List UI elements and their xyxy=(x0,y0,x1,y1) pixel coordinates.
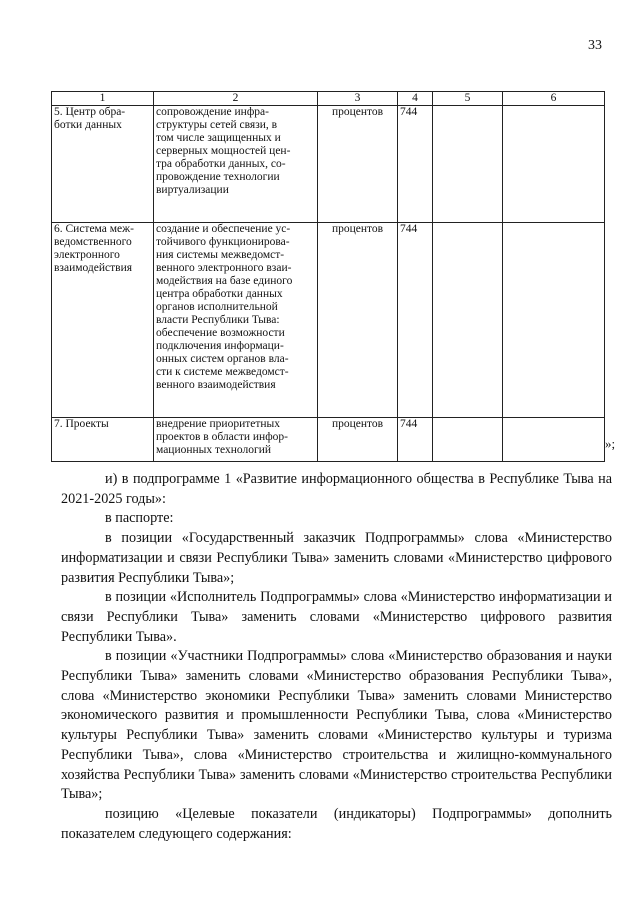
table-header-row xyxy=(52,92,605,106)
table-closing-quote: »; xyxy=(605,436,616,451)
row-name-cell: 7. Проекты xyxy=(52,418,154,462)
paragraph: позицию «Целевые показатели (индикаторы) Подпрограммы» дополнить показателем следующего содержания: xyxy=(61,805,612,842)
row-value-cell xyxy=(503,418,605,462)
column-header: 5 xyxy=(433,92,503,106)
row-value-cell xyxy=(433,106,503,223)
row-description-cell: создание и обеспечение ус- тойчивого функционирова- ния системы межведомст- венного электронного взаи- модействия на базе единого центра обработки данных органов исполнительной власти Республики Тыва: обеспечение возможности подключения информаци- онных систем органов вла- сти к системе межведомст- венного взаимодействия xyxy=(154,223,318,418)
indicator-table xyxy=(51,91,605,462)
column-header: 2 xyxy=(154,92,318,106)
row-name-cell: 5. Центр обра- ботки данных xyxy=(52,106,154,223)
row-unit-cell: процентов xyxy=(318,223,398,418)
row-value-cell xyxy=(503,223,605,418)
page-number: 33 xyxy=(588,38,602,53)
table-row xyxy=(52,418,605,462)
row-unit-cell: процентов xyxy=(318,106,398,223)
row-description-cell: внедрение приоритетных проектов в области инфор- мационных технологий xyxy=(154,418,318,462)
paragraph: в паспорте: xyxy=(105,510,174,527)
row-code-cell: 744 xyxy=(398,106,433,223)
row-code-cell: 744 xyxy=(398,223,433,418)
row-description-cell: сопровождение инфра- структуры сетей связи, в том числе защищенных и серверных мощностей цен- тра обработки данных, со- провождение технологии виртуализации xyxy=(154,106,318,223)
paragraph: в позиции «Государственный заказчик Подпрограммы» слова «Министерство информатизации и связи Республики Тыва» заменить словами «Министерство цифрового развития Республики Тыва»; xyxy=(61,530,612,586)
column-header: 1 xyxy=(52,92,154,106)
column-header: 6 xyxy=(503,92,605,106)
table-row xyxy=(52,106,605,223)
paragraph: в позиции «Исполнитель Подпрограммы» слова «Министерство информатизации и связи Республики Тыва» заменить словами «Министерство цифрового развития Республики Тыва». xyxy=(61,589,612,645)
row-unit-cell: процентов xyxy=(318,418,398,462)
row-name-cell: 6. Система меж- ведомственного электронного взаимодействия xyxy=(52,223,154,418)
table-row xyxy=(52,223,605,418)
row-code-cell: 744 xyxy=(398,418,433,462)
column-header: 4 xyxy=(398,92,433,106)
document-body xyxy=(61,470,612,844)
row-value-cell xyxy=(433,418,503,462)
row-value-cell xyxy=(433,223,503,418)
paragraph: и) в подпрограмме 1 «Развитие информационного общества в Республике Тыва на 2021-2025 годы»: xyxy=(61,471,612,507)
paragraph: в позиции «Участники Подпрограммы» слова «Министерство образования и науки Республики Тыва» заменить словами «Министерство образования Республики Тыва», слова «Министерство экономики Республики Тыва» заменить словами Министерство экономического развития и промышленности Республики Тыва, слова «Министерство культуры Республики Тыва» заменить словами «Министерство культуры и туризма Республики Тыва», слова «Министерство строительства и жилищно-коммунального хозяйства Республики Тыва» заменить словами «Министерство строительства Республики Тыва»; xyxy=(61,648,612,803)
row-value-cell xyxy=(503,106,605,223)
column-header: 3 xyxy=(318,92,398,106)
